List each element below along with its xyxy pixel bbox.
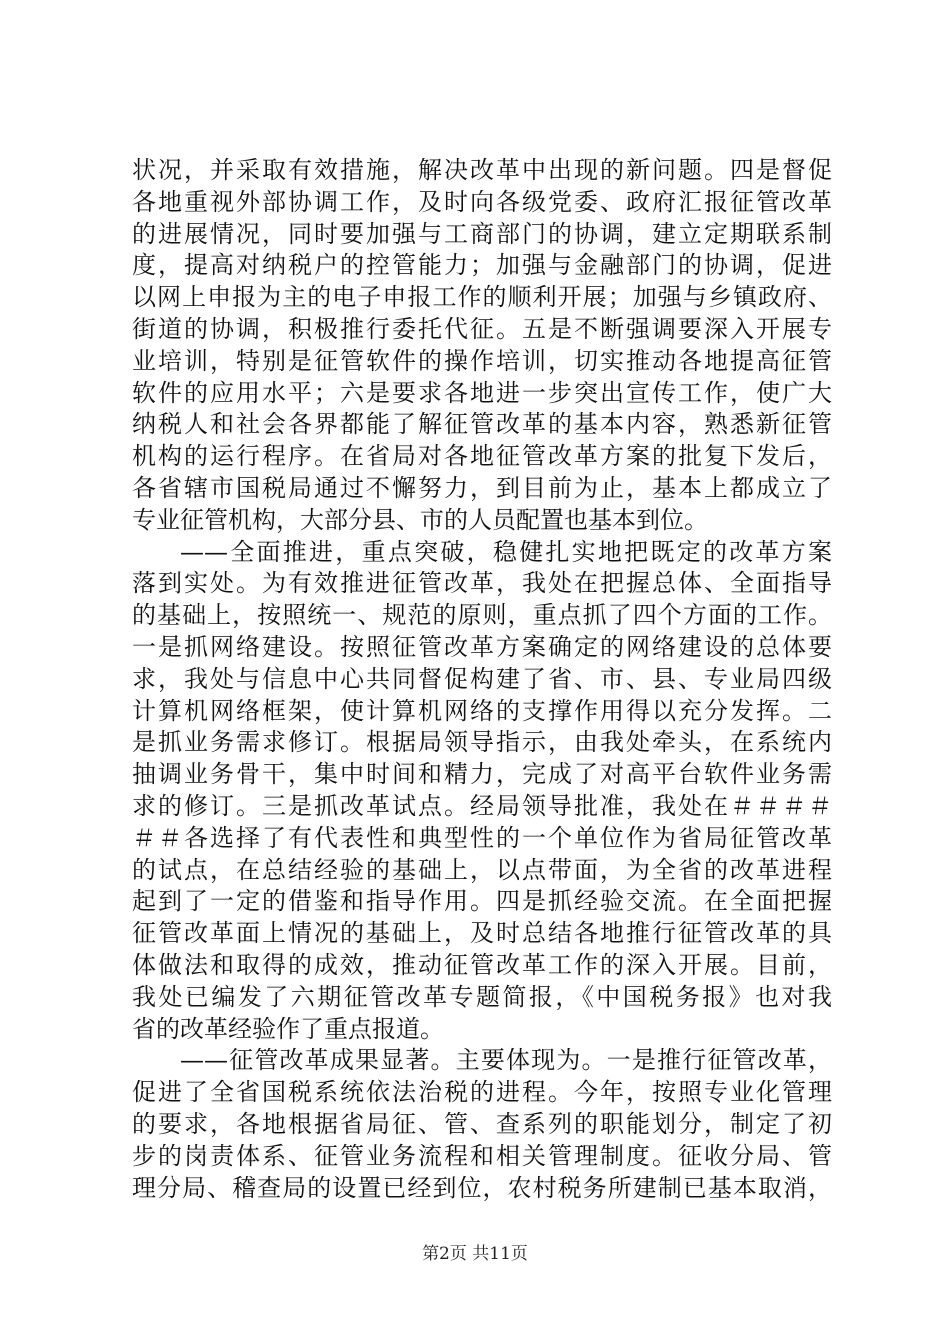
text-line: 落到实处。为有效推进征管改革，我处在把握总体、全面指导: [132, 569, 832, 598]
text-line: 的试点，在总结经验的基础上，以点带面，为全省的改革进程: [132, 855, 832, 884]
page-footer: 第2页 共11页: [422, 1244, 528, 1264]
text-line: 我处已编发了六期征管改革专题简报，《中国税务报》也对我: [132, 982, 832, 1011]
text-line: 的要求，各地根据省局征、管、查系列的职能划分，制定了初: [132, 1109, 832, 1138]
text-line: ＃＃各选择了有代表性和典型性的一个单位作为省局征管改革: [132, 823, 832, 852]
text-line: ——全面推进，重点突破，稳健扎实地把既定的改革方案: [180, 537, 832, 566]
paragraph: [132, 1045, 832, 1204]
text-line: 软件的应用水平；六是要求各地进一步突出宣传工作，使广大: [132, 378, 832, 407]
text-line: 求的修订。三是抓改革试点。经局领导批准，我处在＃＃＃＃: [132, 791, 832, 820]
text-line: 一是抓网络建设。按照征管改革方案确定的网络建设的总体要: [132, 632, 832, 661]
text-line: 求，我处与信息中心共同督促构建了省、市、县、专业局四级: [132, 664, 832, 693]
text-line: ——征管改革成果显著。主要体现为。一是推行征管改革，: [180, 1046, 832, 1075]
text-line: 度，提高对纳税户的控管能力；加强与金融部门的协调，促进: [132, 251, 832, 280]
text-line: 体做法和取得的成效，推动征管改革工作的深入开展。目前，: [132, 950, 832, 979]
text-line: 起到了一定的借鉴和指导作用。四是抓经验交流。在全面把握: [132, 887, 832, 916]
text-line: 状况，并采取有效措施，解决改革中出现的新问题。四是督促: [132, 156, 832, 184]
text-line: 省的改革经验作了重点报道。: [132, 1014, 444, 1043]
text-line: 各地重视外部协调工作，及时向各级党委、政府汇报征管改革: [132, 187, 832, 216]
text-line: 纳税人和社会各界都能了解征管改革的基本内容，熟悉新征管: [132, 410, 832, 439]
paragraph: [132, 155, 832, 537]
text-line: 计算机网络框架，使计算机网络的支撑作用得以充分发挥。二: [132, 696, 832, 725]
text-line: 的进展情况，同时要加强与工商部门的协调，建立定期联系制: [132, 219, 832, 248]
text-line: 理分局、稽查局的设置已经到位，农村税务所建制已基本取消，: [132, 1173, 832, 1202]
text-line: 抽调业务骨干，集中时间和精力，完成了对高平台软件业务需: [132, 760, 832, 789]
paragraph: [132, 537, 832, 1046]
body-text: [132, 155, 832, 1204]
text-line: 征管改革面上情况的基础上，及时总结各地推行征管改革的具: [132, 919, 832, 948]
text-line: 促进了全省国税系统依法治税的进程。今年，按照专业化管理: [132, 1078, 832, 1107]
text-line: 步的岗责体系、征管业务流程和相关管理制度。征收分局、管: [132, 1141, 832, 1170]
text-line: 专业征管机构，大部分县、市的人员配置也基本到位。: [132, 505, 708, 534]
text-line: 街道的协调，积极推行委托代征。五是不断强调要深入开展专: [132, 314, 832, 343]
text-line: 的基础上，按照统一、规范的原则，重点抓了四个方面的工作。: [132, 601, 832, 630]
text-line: 各省辖市国税局通过不懈努力，到目前为止，基本上都成立了: [132, 473, 832, 502]
text-line: 业培训，特别是征管软件的操作培训，切实推动各地提高征管: [132, 346, 832, 375]
text-line: 以网上申报为主的电子申报工作的顺利开展；加强与乡镇政府、: [132, 283, 832, 312]
text-line: 机构的运行程序。在省局对各地征管改革方案的批复下发后，: [132, 442, 832, 471]
text-line: 是抓业务需求修订。根据局领导指示，由我处牵头，在系统内: [132, 728, 832, 757]
